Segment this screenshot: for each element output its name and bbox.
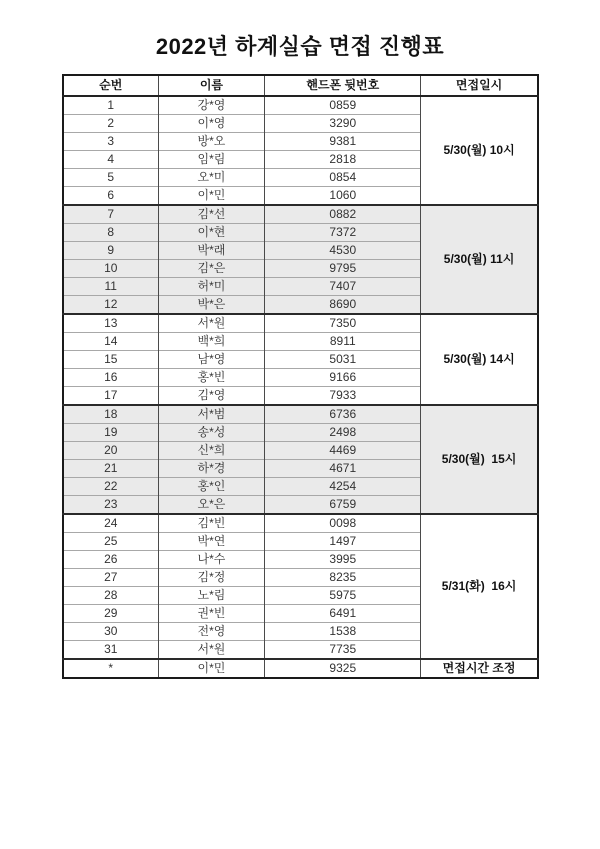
cell-number: 11 bbox=[63, 278, 158, 296]
cell-name: 노*림 bbox=[158, 587, 265, 605]
cell-number: 15 bbox=[63, 351, 158, 369]
cell-phone: 0098 bbox=[265, 514, 421, 533]
cell-number: 7 bbox=[63, 205, 158, 224]
cell-phone: 7933 bbox=[265, 387, 421, 406]
cell-name: 김*은 bbox=[158, 260, 265, 278]
cell-interview-time: 5/30(월) 10시 bbox=[421, 96, 538, 205]
cell-number: 5 bbox=[63, 169, 158, 187]
cell-number: 8 bbox=[63, 224, 158, 242]
table-row-adjustment bbox=[63, 659, 538, 678]
cell-note: 면접시간 조정 bbox=[421, 659, 538, 678]
cell-number: 29 bbox=[63, 605, 158, 623]
cell-phone: 9166 bbox=[265, 369, 421, 387]
cell-name: 박*연 bbox=[158, 533, 265, 551]
cell-number: 26 bbox=[63, 551, 158, 569]
cell-phone: 5975 bbox=[265, 587, 421, 605]
cell-name: 이*민 bbox=[158, 187, 265, 206]
header-interview-time: 면접일시 bbox=[421, 75, 538, 96]
table-row bbox=[63, 314, 538, 333]
cell-number: 31 bbox=[63, 641, 158, 660]
cell-phone: 2818 bbox=[265, 151, 421, 169]
cell-phone: 7735 bbox=[265, 641, 421, 660]
header-phone: 핸드폰 뒷번호 bbox=[265, 75, 421, 96]
cell-number: 22 bbox=[63, 478, 158, 496]
cell-number: 16 bbox=[63, 369, 158, 387]
cell-phone: 9381 bbox=[265, 133, 421, 151]
page-title: 2022년 하계실습 면접 진행표 bbox=[155, 34, 445, 59]
cell-phone: 7407 bbox=[265, 278, 421, 296]
cell-number: 25 bbox=[63, 533, 158, 551]
cell-phone: 7350 bbox=[265, 314, 421, 333]
cell-name: 나*수 bbox=[158, 551, 265, 569]
cell-phone: 0854 bbox=[265, 169, 421, 187]
cell-name: 이*영 bbox=[158, 115, 265, 133]
cell-name: 김*선 bbox=[158, 205, 265, 224]
cell-phone: 9795 bbox=[265, 260, 421, 278]
cell-phone: 3290 bbox=[265, 115, 421, 133]
cell-number: 2 bbox=[63, 115, 158, 133]
cell-phone: 7372 bbox=[265, 224, 421, 242]
cell-phone: 4469 bbox=[265, 442, 421, 460]
cell-number: 14 bbox=[63, 333, 158, 351]
cell-number: 21 bbox=[63, 460, 158, 478]
cell-number: 28 bbox=[63, 587, 158, 605]
cell-name: 하*경 bbox=[158, 460, 265, 478]
cell-number: 10 bbox=[63, 260, 158, 278]
schedule-table-body bbox=[63, 96, 538, 678]
cell-name: 김*빈 bbox=[158, 514, 265, 533]
cell-phone: 8690 bbox=[265, 296, 421, 315]
cell-name: 권*빈 bbox=[158, 605, 265, 623]
table-row bbox=[63, 96, 538, 115]
cell-phone: 6491 bbox=[265, 605, 421, 623]
cell-number: 12 bbox=[63, 296, 158, 315]
cell-name: 이*현 bbox=[158, 224, 265, 242]
cell-number: 9 bbox=[63, 242, 158, 260]
cell-number: 6 bbox=[63, 187, 158, 206]
cell-phone: 8235 bbox=[265, 569, 421, 587]
cell-interview-time: 5/30(월) 14시 bbox=[421, 314, 538, 405]
cell-number: 13 bbox=[63, 314, 158, 333]
table-header-row bbox=[63, 75, 538, 96]
cell-phone: 8911 bbox=[265, 333, 421, 351]
cell-phone: 4254 bbox=[265, 478, 421, 496]
cell-number: 1 bbox=[63, 96, 158, 115]
cell-phone: 0859 bbox=[265, 96, 421, 115]
cell-name: 김*영 bbox=[158, 387, 265, 406]
cell-name: 백*희 bbox=[158, 333, 265, 351]
cell-phone: 6759 bbox=[265, 496, 421, 515]
cell-interview-time: 5/30(월) 15시 bbox=[421, 405, 538, 514]
cell-name: 오*미 bbox=[158, 169, 265, 187]
cell-number: 27 bbox=[63, 569, 158, 587]
cell-interview-time: 5/31(화) 16시 bbox=[421, 514, 538, 659]
cell-name: 서*범 bbox=[158, 405, 265, 424]
cell-name: 이*민 bbox=[158, 659, 265, 678]
cell-name: 남*영 bbox=[158, 351, 265, 369]
cell-name: 임*림 bbox=[158, 151, 265, 169]
cell-name: 전*영 bbox=[158, 623, 265, 641]
cell-phone: 3995 bbox=[265, 551, 421, 569]
interview-schedule-table bbox=[62, 74, 539, 679]
cell-phone: 4671 bbox=[265, 460, 421, 478]
cell-name: 박*래 bbox=[158, 242, 265, 260]
cell-number: 23 bbox=[63, 496, 158, 515]
cell-interview-time: 5/30(월) 11시 bbox=[421, 205, 538, 314]
cell-name: 송*성 bbox=[158, 424, 265, 442]
cell-phone: 2498 bbox=[265, 424, 421, 442]
table-row bbox=[63, 514, 538, 533]
cell-name: 박*은 bbox=[158, 296, 265, 315]
cell-name: 홍*빈 bbox=[158, 369, 265, 387]
cell-name: 홍*인 bbox=[158, 478, 265, 496]
cell-name: 오*은 bbox=[158, 496, 265, 515]
cell-name: 허*미 bbox=[158, 278, 265, 296]
cell-number: * bbox=[63, 659, 158, 678]
cell-phone: 1497 bbox=[265, 533, 421, 551]
header-number: 순번 bbox=[63, 75, 158, 96]
cell-phone: 5031 bbox=[265, 351, 421, 369]
table-row bbox=[63, 205, 538, 224]
cell-phone: 0882 bbox=[265, 205, 421, 224]
cell-name: 강*영 bbox=[158, 96, 265, 115]
cell-number: 3 bbox=[63, 133, 158, 151]
cell-number: 19 bbox=[63, 424, 158, 442]
cell-name: 서*원 bbox=[158, 641, 265, 660]
cell-phone: 1060 bbox=[265, 187, 421, 206]
cell-phone: 6736 bbox=[265, 405, 421, 424]
cell-number: 18 bbox=[63, 405, 158, 424]
cell-name: 서*원 bbox=[158, 314, 265, 333]
cell-number: 24 bbox=[63, 514, 158, 533]
cell-phone: 4530 bbox=[265, 242, 421, 260]
header-name: 이름 bbox=[158, 75, 265, 96]
cell-name: 신*희 bbox=[158, 442, 265, 460]
cell-number: 30 bbox=[63, 623, 158, 641]
cell-phone: 1538 bbox=[265, 623, 421, 641]
cell-number: 20 bbox=[63, 442, 158, 460]
cell-name: 김*정 bbox=[158, 569, 265, 587]
cell-number: 17 bbox=[63, 387, 158, 406]
cell-number: 4 bbox=[63, 151, 158, 169]
table-row bbox=[63, 405, 538, 424]
cell-name: 방*오 bbox=[158, 133, 265, 151]
cell-phone: 9325 bbox=[265, 659, 421, 678]
